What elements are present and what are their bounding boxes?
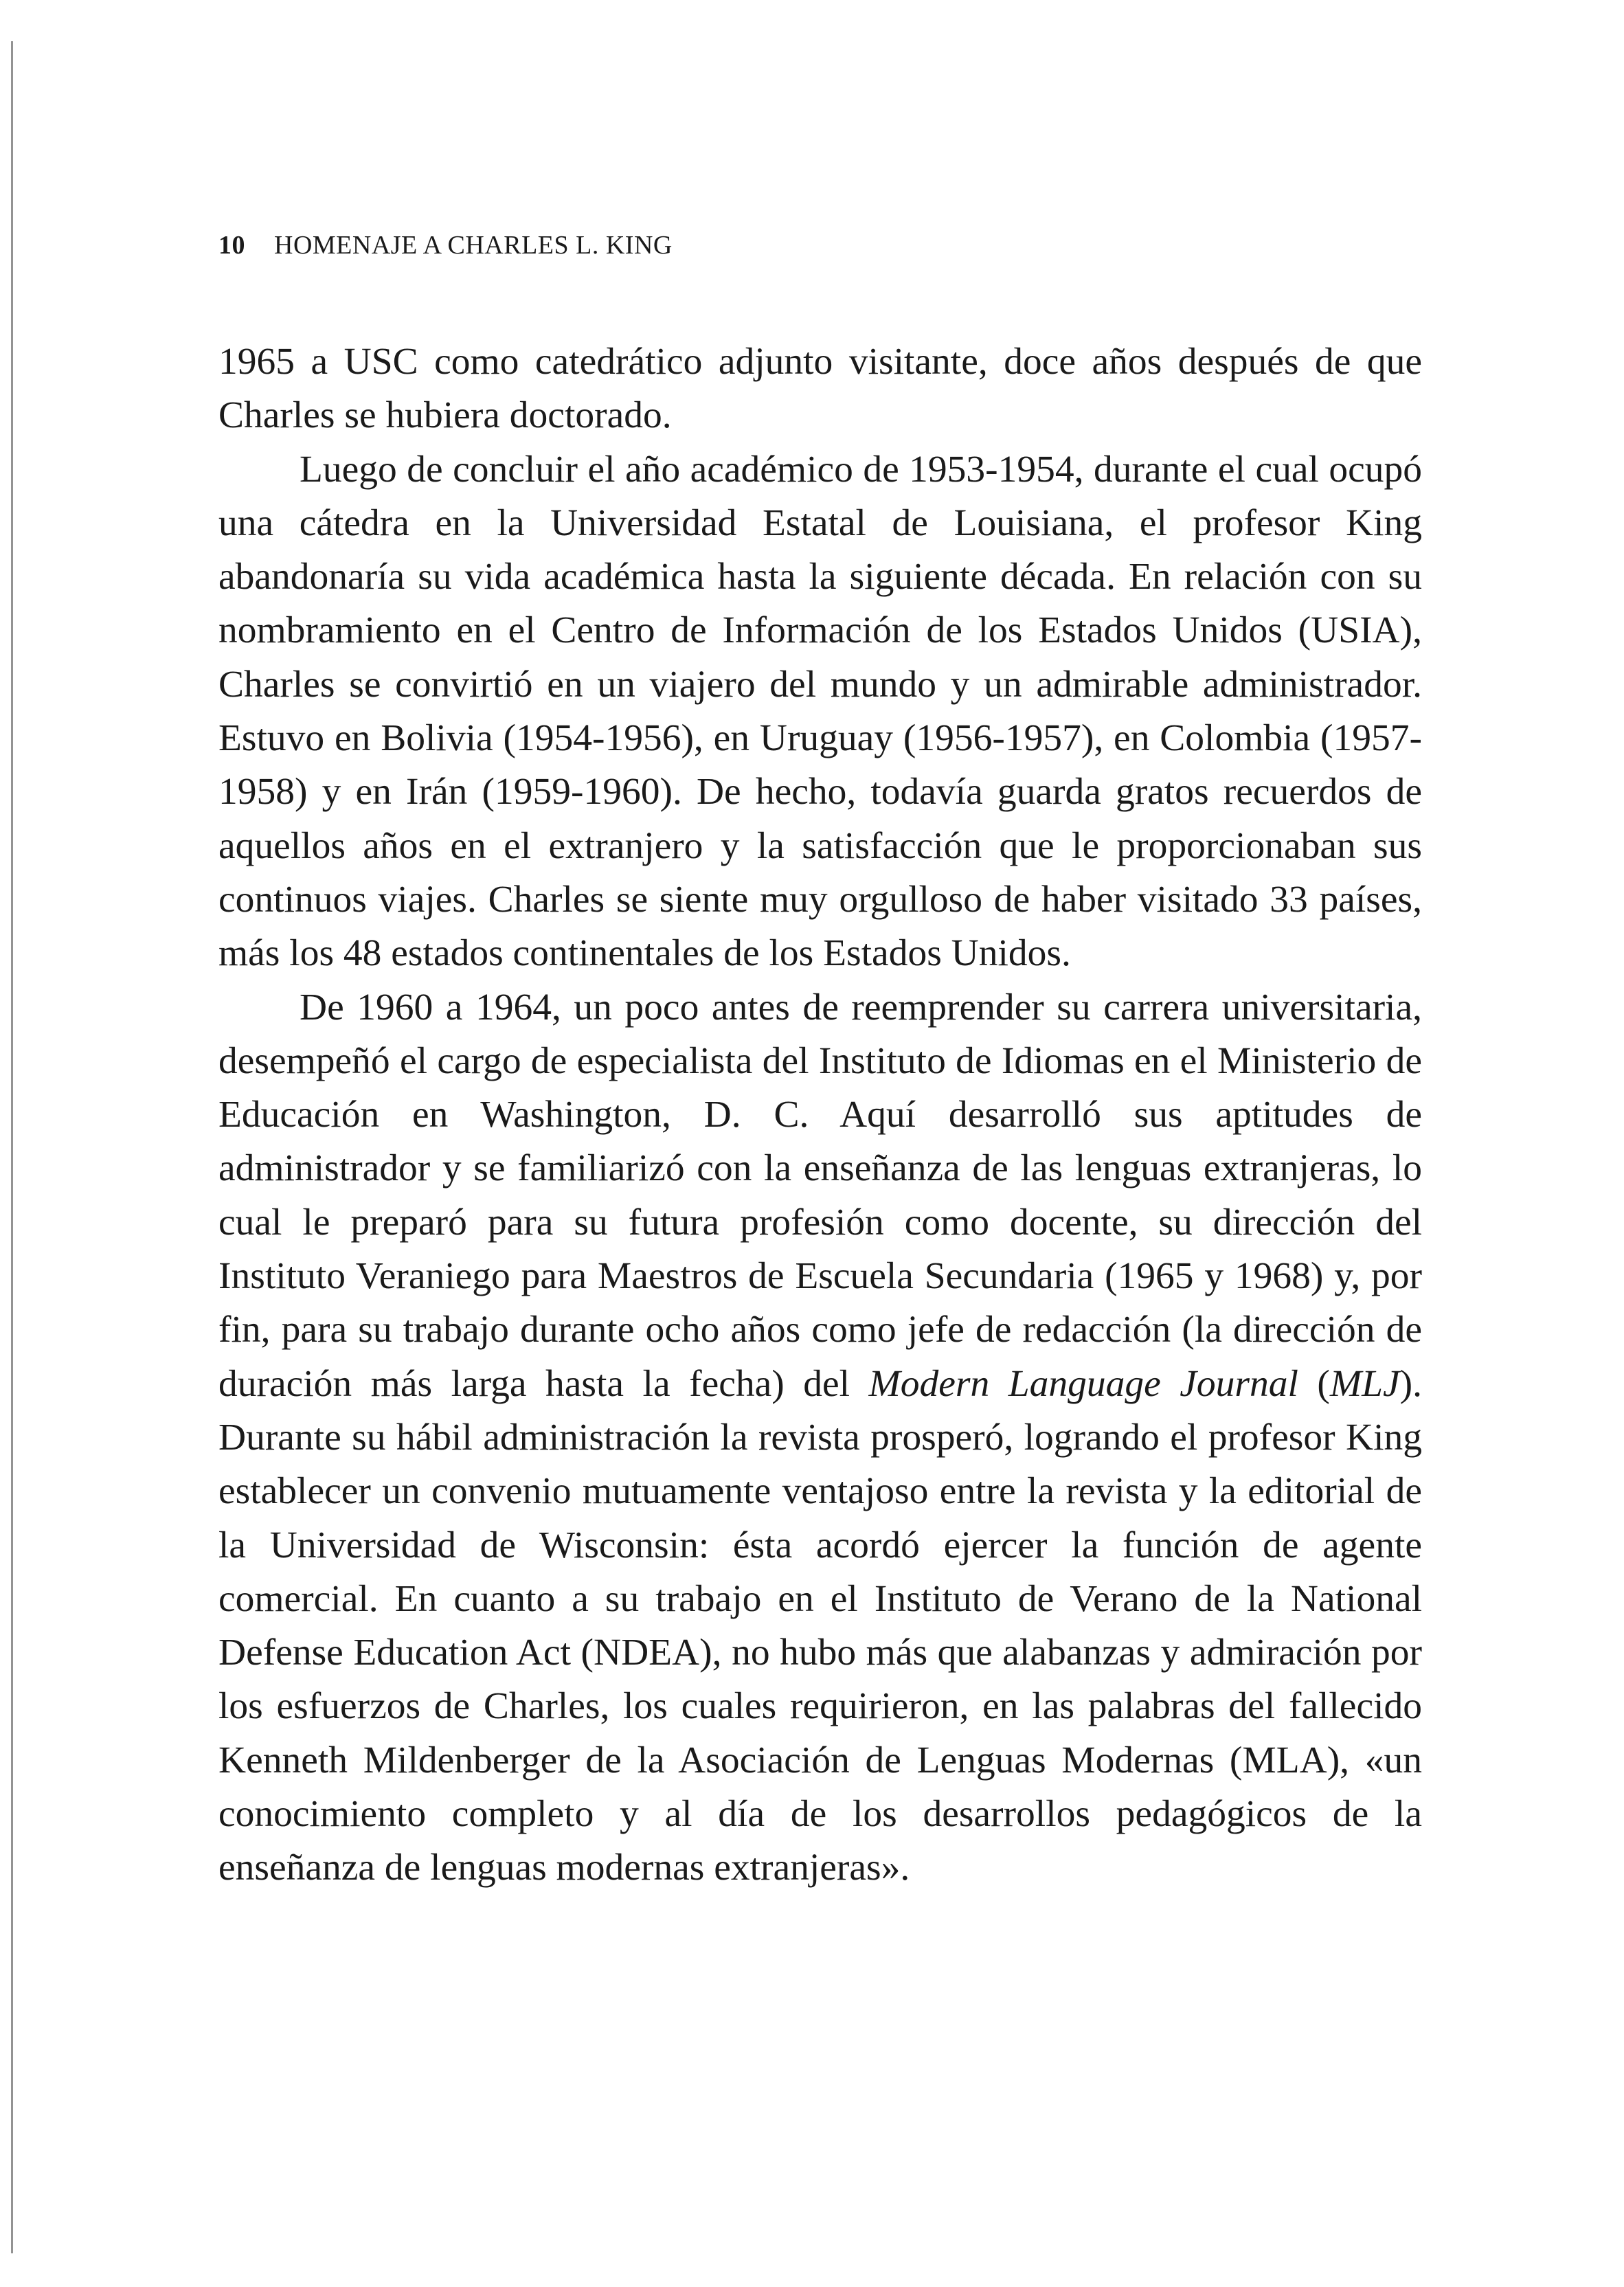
journal-title: Modern Language Journal (868, 1362, 1298, 1405)
running-head-title: HOMENAJE A CHARLES L. KING (274, 231, 673, 260)
page-number: 10 (218, 231, 245, 260)
journal-abbrev: MLJ (1329, 1362, 1400, 1405)
paragraph-text-part-3: ). Durante su hábil administración la revista prosperó, logrando el profesor King establecer un convenio mutuamente ventajoso entre la revista y la editorial de la Universidad de Wisconsin: ésta acordó ejercer la función de agente comercial. En cuanto a su trabajo en el Instituto de Verano de la National Defense Education Act (NDEA), no hubo más que alabanzas y admiración por los esfuerzos de Charles, los cuales requirieron, en las palabras del fallecido Kenneth Mildenberger de la Asociación de Lenguas Modernas (MLA), «un conocimiento completo y al día de los desarrollos pedagógicos de la enseñanza de lenguas modernas extranjeras». (218, 1362, 1422, 1889)
running-head (218, 230, 673, 260)
scan-edge-line (11, 41, 13, 2253)
paragraph-text-part-1: De 1960 a 1964, un poco antes de reemprender su carrera universitaria, desempeñó el cargo de especialista del Instituto de Idiomas en el Ministerio de Educación en Washington, D. C. Aquí desarrolló sus aptitudes de administrador y se familiarizó con la enseñanza de las lenguas extranjeras, lo cual le preparó para su futura profesión como docente, su dirección del Instituto Veraniego para Maestros de Escuela Secundaria (1965 y 1968) y, por fin, para su trabajo durante ocho años como jefe de redacción (la dirección de duración más larga hasta la fecha) del (218, 986, 1422, 1405)
paragraph-continuation: 1965 a USC como catedrático adjunto visitante, doce años después de que Charles se hubiera doctorado. (218, 341, 1422, 437)
paragraph-text-part-2: ( (1298, 1362, 1330, 1405)
paragraph-career-abroad: Luego de concluir el año académico de 1953-1954, durante el cual ocupó una cátedra en la Universidad Estatal de Louisiana, el profesor King abandonaría su vida académica hasta la siguiente década. En relación con su nombramiento en el Centro de Información de los Estados Unidos (USIA), Charles se convirtió en un viajero del mundo y un admirable administrador. Estuvo en Bolivia (1954-1956), en Uruguay (1956-1957), en Colombia (1957-1958) y en Irán (1959-1960). De hecho, todavía guarda gratos recuerdos de aquellos años en el extranjero y la satisfacción que le proporcionaban sus continuos viajes. Charles se siente muy orgulloso de haber visitado 33 países, más los 48 estados continentales de los Estados Unidos. (218, 448, 1422, 975)
body-text (218, 335, 1422, 1895)
paragraph-washington-years (218, 981, 1422, 1895)
